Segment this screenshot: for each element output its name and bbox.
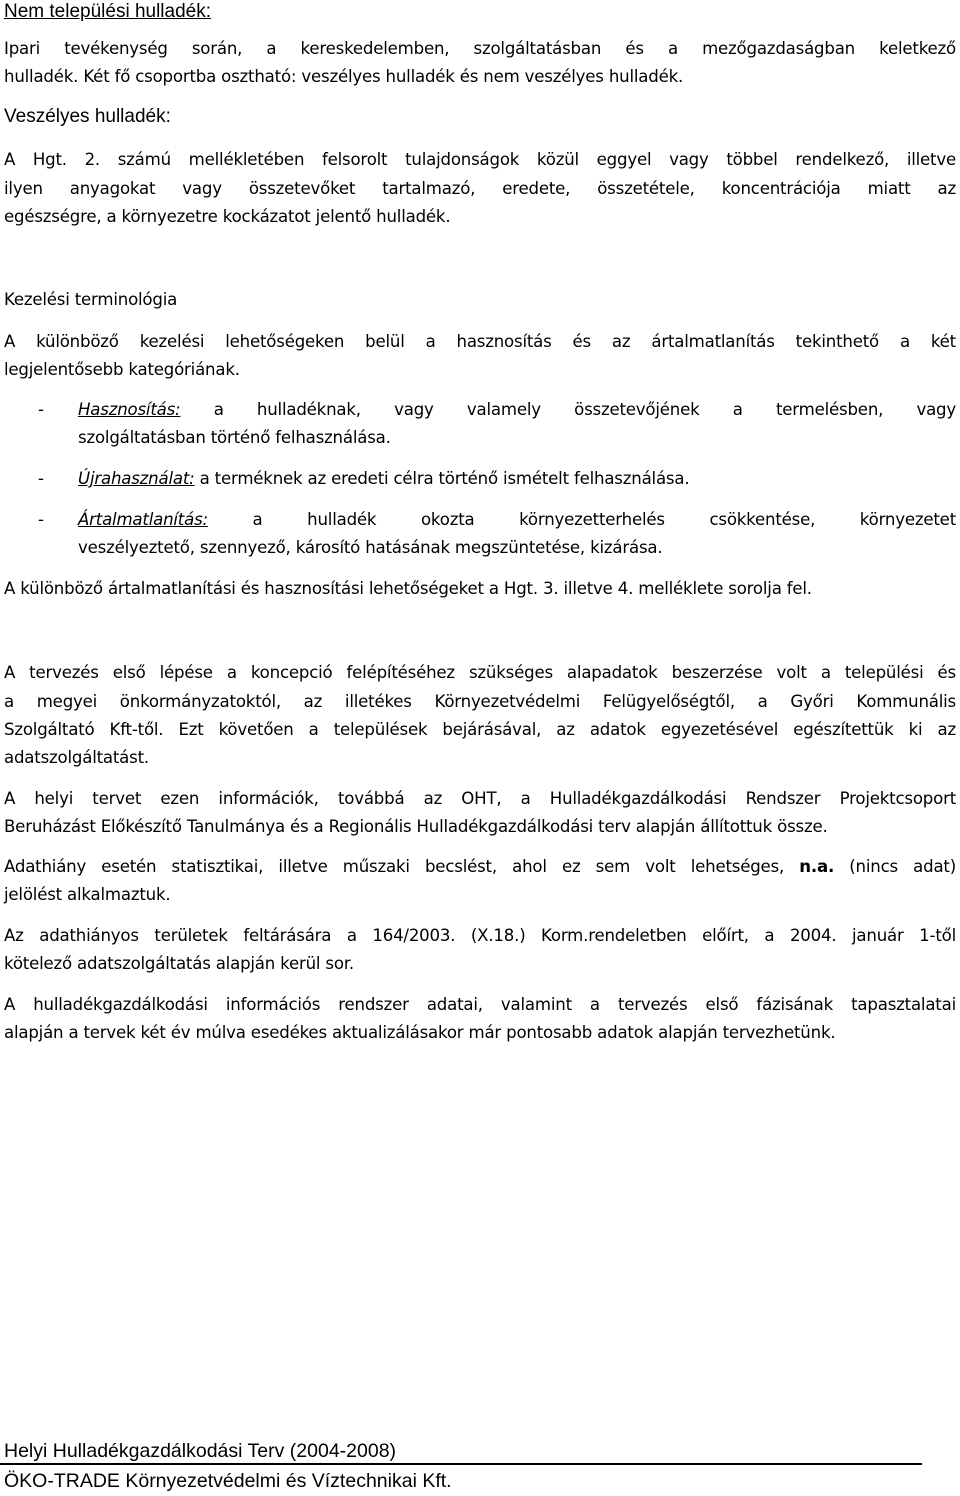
list-item [78, 506, 956, 534]
paragraph-line: adatszolgáltatást. [4, 748, 149, 767]
list-item-continuation: szolgáltatásban történő felhasználása. [78, 428, 391, 447]
heading-veszelyes: Veszélyes hulladék: [4, 106, 171, 127]
term-definition: a hulladéknak, vagy valamely összetevőjének a termelésben, vagy [180, 400, 956, 419]
paragraph-line: jelölést alkalmaztuk. [4, 885, 171, 904]
paragraph-line: A Hgt. 2. számú mellékletében felsorolt tulajdonságok közül eggyel vagy többel rendelkező, illetve [4, 150, 956, 169]
term-definition: a hulladék okozta környezetterhelés csökkentése, környezetet [207, 510, 956, 529]
paragraph-line [4, 853, 956, 881]
paragraph-line: hulladék. Két fő csoportba osztható: veszélyes hulladék és nem veszélyes hulladék. [4, 67, 684, 86]
paragraph-line: Szolgáltató Kft-től. Ezt követően a települések bejárásával, az adatok egyezetésével egészítettük ki az [4, 720, 956, 739]
paragraph-line: egészségre, a környezetre kockázatot jelentő hulladék. [4, 207, 451, 226]
list-item [78, 465, 689, 493]
bullet-marker: - [38, 510, 44, 529]
paragraph-line: Ipari tevékenység során, a kereskedelemben, szolgáltatásban és a mezőgazdaságban keletkező [4, 39, 956, 58]
paragraph-line: A különböző ártalmatlanítási és hasznosítási lehetőségeket a Hgt. 3. illetve 4. melléklete sorolja fel. [4, 579, 812, 598]
text-run-bold: n.a. [799, 857, 835, 876]
paragraph-line: Beruházást Előkészítő Tanulmánya és a Regionális Hulladékgazdálkodási terv alapján állítottuk össze. [4, 817, 828, 836]
term-label: Újrahasználat: [78, 469, 195, 488]
term-label: Hasznosítás: [78, 400, 181, 419]
footer-company: ÖKO-TRADE Környezetvédelmi és Víztechnikai Kft. [4, 1470, 452, 1492]
text-run: Adathiány esetén statisztikai, illetve műszaki becslést, ahol ez sem volt lehetséges, [4, 857, 800, 876]
heading-nem-telepulesi: Nem települési hulladék: [4, 1, 212, 22]
footer-divider [0, 1463, 922, 1465]
paragraph-line: alapján a tervek két év múlva esedékes aktualizálásakor már pontosabb adatok alapján tervezhetünk. [4, 1023, 836, 1042]
paragraph-line: ilyen anyagokat vagy összetevőket tartalmazó, eredete, összetétele, koncentrációja miatt az [4, 179, 956, 198]
footer-title: Helyi Hulladékgazdálkodási Terv (2004-2008) [4, 1440, 397, 1462]
paragraph-line: A különböző kezelési lehetőségeken belül a hasznosítás és az ártalmatlanítás tekinthető a két [4, 332, 956, 351]
bullet-marker: - [38, 400, 44, 419]
list-item [78, 396, 956, 424]
paragraph-line: legjelentősebb kategóriának. [4, 360, 240, 379]
term-definition: a terméknek az eredeti célra történő ismételt felhasználása. [194, 469, 690, 488]
paragraph-line: A hulladékgazdálkodási információs rendszer adatai, valamint a tervezés első fázisának tapasztalatai [4, 995, 956, 1014]
paragraph-line: A helyi tervet ezen információk, továbbá az OHT, a Hulladékgazdálkodási Rendszer Projektcsoport [4, 789, 956, 808]
text-run: (nincs adat) [834, 857, 956, 876]
paragraph-line: kötelező adatszolgáltatás alapján kerül sor. [4, 954, 354, 973]
bullet-marker: - [38, 469, 44, 488]
paragraph-line: Az adathiányos területek feltárására a 164/2003. (X.18.) Korm.rendeletben előírt, a 2004. január 1-től [4, 926, 956, 945]
heading-kezelesi: Kezelési terminológia [4, 290, 178, 309]
paragraph-line: a megyei önkormányzatoktól, az illetékes Környezetvédelmi Felügyelőségtől, a Győri Kommunális [4, 692, 956, 711]
term-label: Ártalmatlanítás: [78, 510, 208, 529]
list-item-continuation: veszélyeztető, szennyező, károsító hatásának megszüntetése, kizárása. [78, 538, 663, 557]
paragraph-line: A tervezés első lépése a koncepció felépítéséhez szükséges alapadatok beszerzése volt a települési és [4, 663, 956, 682]
